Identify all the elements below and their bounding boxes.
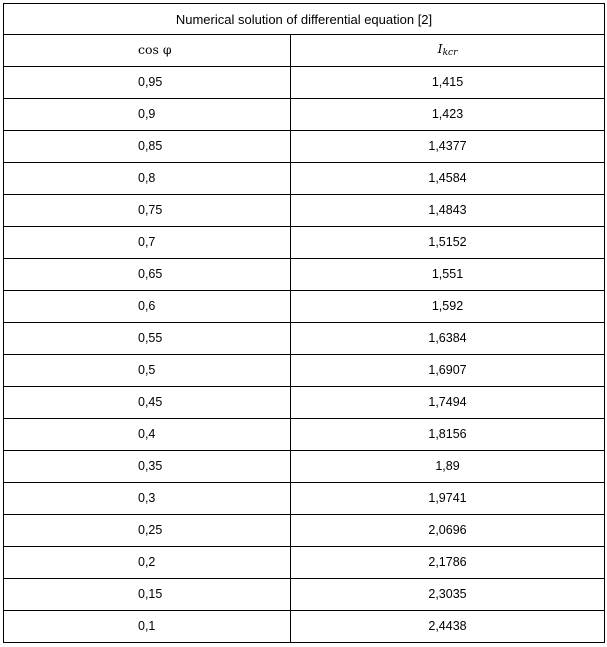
table-row [4,451,605,483]
solution-table [3,3,605,643]
cell-cos-phi: 0,85 [4,131,291,163]
cell-cos-phi: 0,95 [4,67,291,99]
cell-ikcr: 1,415 [291,67,605,99]
table-header-row [4,35,605,67]
header-cos-phi: cos φ [4,35,291,67]
cell-ikcr: 1,6384 [291,323,605,355]
cell-cos-phi: 0,6 [4,291,291,323]
table-title-row [4,4,605,35]
cell-cos-phi: 0,75 [4,195,291,227]
table-row [4,195,605,227]
table-row [4,579,605,611]
cell-cos-phi: 0,35 [4,451,291,483]
cell-cos-phi: 0,8 [4,163,291,195]
cell-ikcr: 2,3035 [291,579,605,611]
cell-cos-phi: 0,55 [4,323,291,355]
table-body [4,4,605,643]
cell-ikcr: 1,4584 [291,163,605,195]
cell-ikcr: 2,1786 [291,547,605,579]
table-row [4,611,605,643]
cell-ikcr: 1,89 [291,451,605,483]
cell-cos-phi: 0,9 [4,99,291,131]
table-row [4,515,605,547]
cell-cos-phi: 0,3 [4,483,291,515]
cell-ikcr: 1,6907 [291,355,605,387]
table-row [4,131,605,163]
cell-ikcr: 1,4377 [291,131,605,163]
cell-ikcr: 1,5152 [291,227,605,259]
table-row [4,67,605,99]
cell-cos-phi: 0,7 [4,227,291,259]
table-row [4,163,605,195]
table-title: Numerical solution of differential equation [2] [4,4,605,35]
header-ikcr-sub: kcr [442,48,458,58]
cell-ikcr: 2,4438 [291,611,605,643]
cell-cos-phi: 0,65 [4,259,291,291]
table-row [4,355,605,387]
cell-cos-phi: 0,1 [4,611,291,643]
cell-ikcr: 1,7494 [291,387,605,419]
cell-ikcr: 2,0696 [291,515,605,547]
table-row [4,227,605,259]
cell-ikcr: 1,592 [291,291,605,323]
table-row [4,259,605,291]
cell-cos-phi: 0,2 [4,547,291,579]
cell-cos-phi: 0,5 [4,355,291,387]
table-row [4,323,605,355]
table-row [4,547,605,579]
table-row [4,419,605,451]
cell-ikcr: 1,8156 [291,419,605,451]
header-ikcr-main: I [437,41,443,56]
table-row [4,483,605,515]
cell-cos-phi: 0,4 [4,419,291,451]
cell-cos-phi: 0,25 [4,515,291,547]
table-row [4,387,605,419]
cell-cos-phi: 0,15 [4,579,291,611]
table-row [4,291,605,323]
header-ikcr [291,35,605,67]
table-row [4,99,605,131]
cell-cos-phi: 0,45 [4,387,291,419]
cell-ikcr: 1,551 [291,259,605,291]
cell-ikcr: 1,9741 [291,483,605,515]
data-table-container [3,3,604,643]
cell-ikcr: 1,423 [291,99,605,131]
cell-ikcr: 1,4843 [291,195,605,227]
